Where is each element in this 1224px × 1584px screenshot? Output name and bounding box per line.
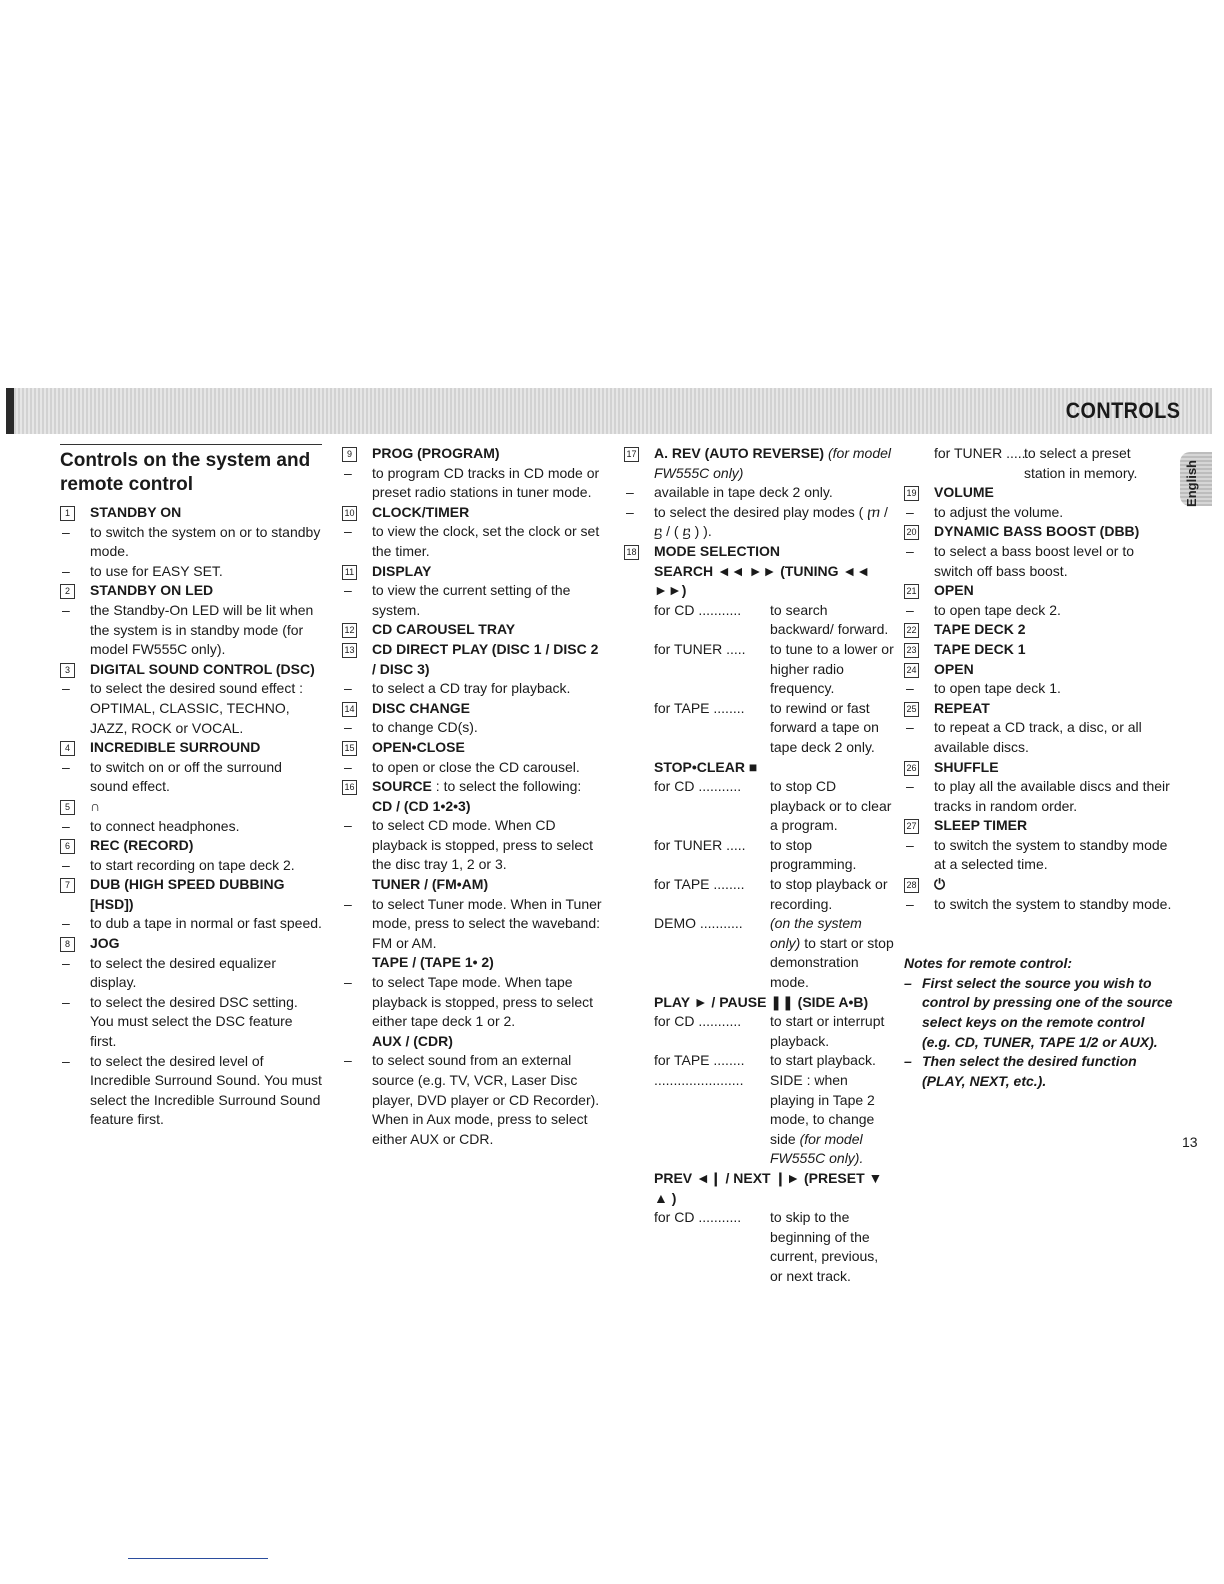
control-item-10 (342, 503, 604, 523)
item-desc: – to connect headphones. (60, 817, 322, 837)
item-number: 22 (904, 623, 919, 638)
source-tuner-desc: – to select Tuner mode. When in Tuner mode, press to select the waveband: FM or AM. (342, 895, 604, 954)
source-cd-heading: CD / (CD 1•2•3) (372, 797, 471, 814)
item-title: INCREDIBLE SURROUND (90, 739, 261, 756)
item-title: MODE SELECTION (654, 542, 781, 559)
heading-line-2: remote control (60, 474, 194, 495)
entry-key: for TUNER ..... (934, 445, 1026, 461)
search-entries (624, 601, 894, 758)
tuner-preset-entry (934, 444, 1174, 483)
item-number: 1 (60, 506, 75, 521)
mode-entry (654, 1012, 894, 1051)
item-title: JOG (90, 935, 120, 952)
control-item-5 (60, 797, 322, 817)
item-title-note: (for model FW555C only) (654, 445, 892, 481)
mode-entry (654, 1208, 894, 1286)
entry-value: to skip to the beginning of the current, previous, or next track. (770, 1209, 879, 1284)
control-item-12 (342, 620, 604, 640)
controls-heading (60, 449, 322, 497)
item-title: CD DIRECT PLAY (DISC 1 / DISC 2 / DISC 3) (372, 640, 599, 677)
item-number: 2 (60, 584, 75, 599)
item-desc: – available in tape deck 2 only. (624, 483, 894, 503)
item-number: 12 (342, 623, 357, 638)
item-title: REPEAT (934, 699, 990, 716)
item-number: 25 (904, 702, 919, 717)
item-title: DISC CHANGE (372, 699, 471, 716)
item-desc: – to change CD(s). (342, 718, 604, 738)
column-2 (342, 444, 604, 1149)
item-title: STANDBY ON LED (90, 582, 214, 599)
control-item-16 (342, 777, 604, 797)
heading-rule (60, 444, 322, 445)
control-item-28 (904, 875, 1174, 895)
item-number: 21 (904, 584, 919, 599)
item-title: CLOCK/TIMER (372, 503, 470, 520)
control-item-4 (60, 738, 322, 758)
source-cd-desc: – to select CD mode. When CD playback is stopped, press to select the disc tray 1, 2 or 3. (342, 816, 604, 875)
play-heading: PLAY ► / PAUSE ❚❚ (SIDE A•B) (654, 993, 869, 1010)
control-item-2 (60, 581, 322, 601)
item-desc: – to adjust the volume. (904, 503, 1174, 523)
control-item-21 (904, 581, 1174, 601)
control-item-22 (904, 620, 1174, 640)
item-title: SHUFFLE (934, 758, 999, 775)
item-number: 8 (60, 937, 75, 952)
source-aux-desc: – to select sound from an external source (e.g. TV, VCR, Laser Disc player, DVD player or CD Recorder). When in Aux mode, press to select either AUX or CDR. (342, 1051, 604, 1149)
item-desc: – to switch the system on or to standby mode. (60, 523, 322, 562)
item-title: ∩ (90, 797, 101, 814)
item-title: TAPE DECK 1 (934, 640, 1026, 657)
entry-value: to start or stop demonstration mode. (770, 934, 894, 991)
section-title: CONTROLS (1065, 398, 1180, 423)
item-title-suffix: : to select the following: (431, 778, 582, 795)
item-desc: – to use for EASY SET. (60, 562, 322, 582)
control-item-9 (342, 444, 604, 464)
item-title: ⏻ (934, 876, 946, 893)
control-item-27 (904, 816, 1174, 836)
mode-entry (654, 640, 894, 699)
item-desc: – to select the desired sound effect : OPTIMAL, CLASSIC, TECHNO, JAZZ, ROCK or VOCAL. (60, 679, 322, 738)
heading-line-1: Controls on the system and (60, 450, 311, 471)
control-item-13 (342, 640, 604, 679)
item-desc: – to open tape deck 1. (904, 679, 1174, 699)
control-item-18 (624, 542, 894, 562)
entry-key: for TUNER ..... (654, 836, 746, 853)
mode-entry (654, 836, 894, 875)
control-item-8 (60, 934, 322, 954)
item-title: TAPE DECK 2 (934, 621, 1026, 638)
note-item: – Then select the desired function (PLAY, NEXT, etc.). (904, 1052, 1174, 1091)
item-number: 3 (60, 663, 75, 678)
item-title: SLEEP TIMER (934, 817, 1028, 834)
source-tuner-heading: TUNER / (FM•AM) (372, 876, 489, 893)
entry-value: to stop programming. (770, 836, 857, 873)
item-title: STANDBY ON (90, 504, 182, 520)
item-number: 6 (60, 839, 75, 854)
item-title: CD CAROUSEL TRAY (372, 621, 516, 638)
control-item-19 (904, 483, 1174, 503)
note-item: – First select the source you wish to control by pressing one of the source select keys on the remote control (e.g. CD, TUNER, TAPE 1/2 or AUX). (904, 974, 1174, 1052)
item-number: 28 (904, 878, 919, 893)
item-desc: – to select a CD tray for playback. (342, 679, 604, 699)
entry-key: for CD ........... (654, 1209, 742, 1226)
item-desc: – to select the desired equalizer display. (60, 954, 322, 993)
control-item-26 (904, 758, 1174, 778)
item-number: 18 (624, 545, 639, 560)
mode-entry (654, 914, 894, 992)
play-entries (624, 1012, 894, 1169)
control-item-7 (60, 875, 322, 914)
item-desc: – to switch the system to standby mode. (904, 895, 1174, 915)
entry-value: to start or interrupt playback. (770, 1013, 885, 1049)
item-desc: – to start recording on tape deck 2. (60, 856, 322, 876)
stop-heading: STOP•CLEAR ■ (654, 758, 758, 775)
item-number: 24 (904, 663, 919, 678)
item-number: 13 (342, 643, 357, 658)
entry-key: for TAPE ........ (654, 1052, 745, 1069)
column-3 (624, 444, 894, 1287)
entry-value: to tune to a lower or higher radio frequency. (770, 640, 894, 697)
column-4 (904, 444, 1174, 1091)
mode-entry (654, 875, 894, 914)
mode-entry (654, 699, 894, 758)
item-desc: – the Standby-On LED will be lit when the system is in standby mode (for model FW555C only). (60, 601, 322, 660)
item-desc: – to select a bass boost level or to switch off bass boost. (904, 542, 1174, 581)
item-title: DYNAMIC BASS BOOST (DBB) (934, 523, 1140, 540)
item-desc: – to open or close the CD carousel. (342, 758, 604, 778)
item-number: 5 (60, 800, 75, 815)
entry-value: to select a preset station in memory. (1024, 445, 1138, 481)
banner-marker (6, 388, 14, 434)
item-number: 16 (342, 780, 357, 795)
item-title: REC (RECORD) (90, 837, 194, 854)
control-item-3 (60, 660, 322, 680)
language-label: English (1184, 460, 1199, 507)
item-desc: – to select the desired play modes ( ⴜ / ⴝ / ( ⴝ ) ). (624, 503, 894, 542)
control-item-6 (60, 836, 322, 856)
entry-value: to start playback. (770, 1052, 876, 1069)
entry-key: for CD ........... (654, 1013, 742, 1030)
item-number: 27 (904, 819, 919, 834)
entry-value: to search backward/ forward. (770, 601, 889, 638)
item-title: OPEN (934, 582, 974, 599)
item-title: VOLUME (934, 484, 994, 501)
section-banner (6, 388, 1212, 434)
entry-value: SIDE : when playing in Tape 2 mode, to change side (770, 1072, 875, 1147)
mode-entry (654, 601, 894, 640)
entry-key: for TAPE ........ (654, 876, 745, 893)
item-title: PROG (PROGRAM) (372, 445, 500, 461)
item-desc: – to open tape deck 2. (904, 601, 1174, 621)
item-number: 17 (624, 447, 639, 462)
control-item-15 (342, 738, 604, 758)
item-title: SOURCE (372, 778, 432, 795)
item-number: 11 (342, 565, 357, 580)
item-desc: – to switch the system to standby mode at a selected time. (904, 836, 1174, 875)
item-number: 7 (60, 878, 75, 893)
item-number: 9 (342, 447, 357, 462)
entry-key: for TUNER ..... (654, 640, 746, 657)
entry-key: for TAPE ........ (654, 699, 745, 716)
item-number: 26 (904, 761, 919, 776)
notes-heading: Notes for remote control: (904, 955, 1073, 972)
item-desc: – to dub a tape in normal or fast speed. (60, 914, 322, 934)
column-1 (60, 444, 322, 1130)
c2-items (342, 444, 604, 777)
control-item-17 (624, 444, 894, 483)
control-item-1 (60, 503, 322, 523)
c4-items (904, 483, 1174, 914)
entry-key: DEMO ........... (654, 915, 743, 932)
item-number: 23 (904, 643, 919, 658)
item-desc: – to play all the available discs and their tracks in random order. (904, 777, 1174, 816)
source-tape-desc: – to select Tape mode. When tape playback is stopped, press to select either tape deck 1 or 2. (342, 973, 604, 1032)
item-title: OPEN (934, 660, 974, 677)
item-desc: – to view the current setting of the system. (342, 581, 604, 620)
entry-value-note: (on the system only) (770, 915, 862, 951)
stop-entries (624, 777, 894, 993)
entry-value: to stop CD playback or to clear a program. (770, 778, 892, 834)
item-desc: – to view the clock, set the clock or set the timer. (342, 522, 604, 561)
item-number: 19 (904, 486, 919, 501)
c1-items (60, 503, 322, 1130)
item-number: 20 (904, 525, 919, 540)
entry-value-note: (for model FW555C only). (770, 1130, 864, 1167)
control-item-25 (904, 699, 1174, 719)
search-heading: SEARCH ◄◄ ►► (TUNING ◄◄ ►►) (654, 562, 871, 599)
page-number: 13 (1182, 1134, 1198, 1150)
item-title: OPEN•CLOSE (372, 738, 465, 755)
item-title: DIGITAL SOUND CONTROL (DSC) (90, 660, 315, 677)
entry-key: for CD ........... (654, 778, 742, 795)
item-desc: – to program CD tracks in CD mode or preset radio stations in tuner mode. (342, 464, 604, 503)
entry-key: ....................... (654, 1072, 744, 1088)
item-title: DISPLAY (372, 562, 432, 579)
control-item-24 (904, 660, 1174, 680)
prev-next-entries (624, 1208, 894, 1286)
item-desc: – to repeat a CD track, a disc, or all available discs. (904, 718, 1174, 757)
item-number: 14 (342, 702, 357, 717)
language-tab (1180, 452, 1212, 506)
source-tape-heading: TAPE / (TAPE 1• 2) (372, 954, 494, 971)
item-title: A. REV (AUTO REVERSE) (654, 445, 825, 461)
item-number: 4 (60, 741, 75, 756)
item-number: 10 (342, 506, 357, 521)
prev-next-heading: PREV ◄❙ / NEXT ❙► (PRESET ▼ ▲ ) (654, 1169, 883, 1206)
footer-line (128, 1558, 268, 1559)
mode-entry (654, 1051, 894, 1071)
entry-value: to rewind or fast forward a tape on tape deck 2 only. (770, 699, 879, 755)
item-title: DUB (HIGH SPEED DUBBING [HSD]) (90, 876, 285, 912)
item-desc: – to select the desired level of Incredible Surround Sound. You must select the Incredible Surround Sound feature first. (60, 1052, 322, 1130)
mode-entry (654, 777, 894, 836)
control-item-11 (342, 562, 604, 582)
control-item-23 (904, 640, 1174, 660)
entry-key: for CD ........... (654, 601, 742, 618)
entry-value: to stop playback or recording. (770, 876, 888, 912)
control-item-14 (342, 699, 604, 719)
control-item-20 (904, 522, 1174, 542)
item-number: 15 (342, 741, 357, 756)
source-aux-heading: AUX / (CDR) (372, 1032, 453, 1049)
mode-entry (654, 1071, 894, 1169)
item-desc: – to select the desired DSC setting. You must select the DSC feature first. (60, 993, 322, 1052)
item-desc: – to switch on or off the surround sound effect. (60, 758, 322, 797)
